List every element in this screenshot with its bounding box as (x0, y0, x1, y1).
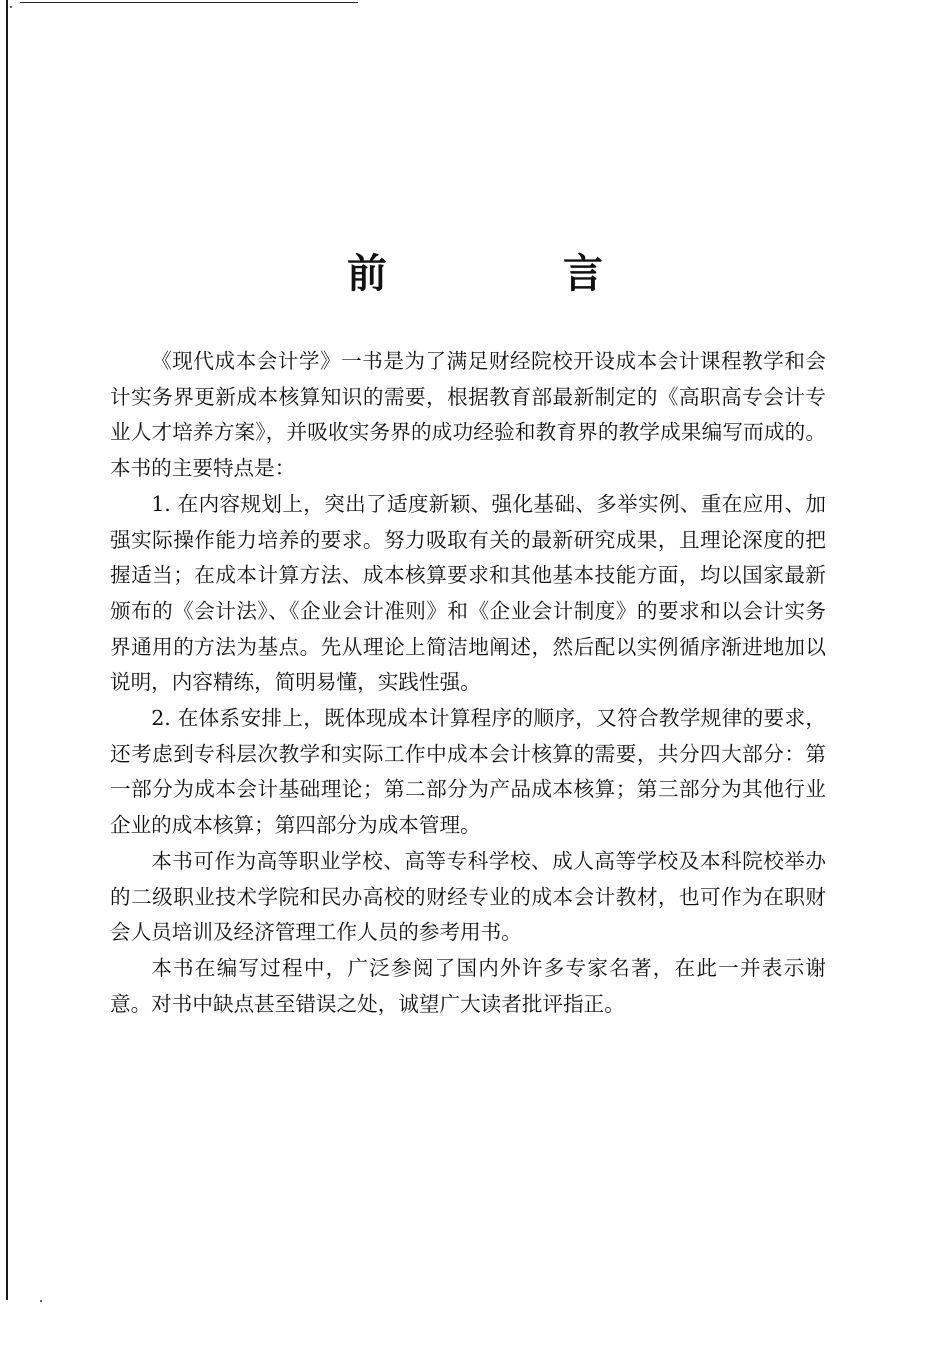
preface-body (110, 344, 826, 1022)
page-title: 前 言 (347, 251, 671, 297)
paragraph-intro: 《现代成本会计学》一书是为了满足财经院校开设成本会计课程教学和会计实务界更新成本核算知识的需要，根据教育部最新制定的《高职高专会计专业人才培养方案》，并吸收实务界的成功经验和教育界的教学成果编写而成的。本书的主要特点是： (110, 349, 826, 481)
scan-speck-bottom (40, 1300, 42, 1302)
scan-top-tick (350, 2, 358, 3)
paragraph-acknowledgement: 本书在编写过程中，广泛参阅了国内外许多专家名著，在此一并表示谢意。对书中缺点甚至错误之处，诚望广大读者批评指正。 (110, 955, 826, 1016)
scan-top-rule (20, 2, 350, 3)
paragraph-point-1: 1. 在内容规划上，突出了适度新颖、强化基础、多举实例、重在应用、加强实际操作能力培养的要求。努力吸取有关的最新研究成果，且理论深度的把握适当；在成本计算方法、成本核算要求和其他基本技能方面，均以国家最新颁布的《会计法》、《企业会计准则》和《企业会计制度》的要求和以会计实务界通用的方法为基点。先从理论上简洁地阐述，然后配以实例循序渐进地加以说明，内容精练，简明易懂，实践性强。 (110, 491, 826, 695)
paragraph-point-2: 2. 在体系安排上，既体现成本计算程序的顺序，又符合教学规律的要求，还考虑到专科层次教学和实际工作中成本会计核算的需要，共分四大部分：第一部分为成本会计基础理论；第二部分为产品成本核算；第三部分为其他行业企业的成本核算；第四部分为成本管理。 (110, 706, 826, 838)
scan-speck-top (10, 6, 12, 8)
paragraph-audience: 本书可作为高等职业学校、高等专科学校、成人高等学校及本科院校举办的二级职业技术学院和民办高校的财经专业的成本会计教材，也可作为在职财会人员培训及经济管理工作人员的参考用书。 (110, 848, 826, 945)
scan-left-edge (6, 0, 8, 1300)
